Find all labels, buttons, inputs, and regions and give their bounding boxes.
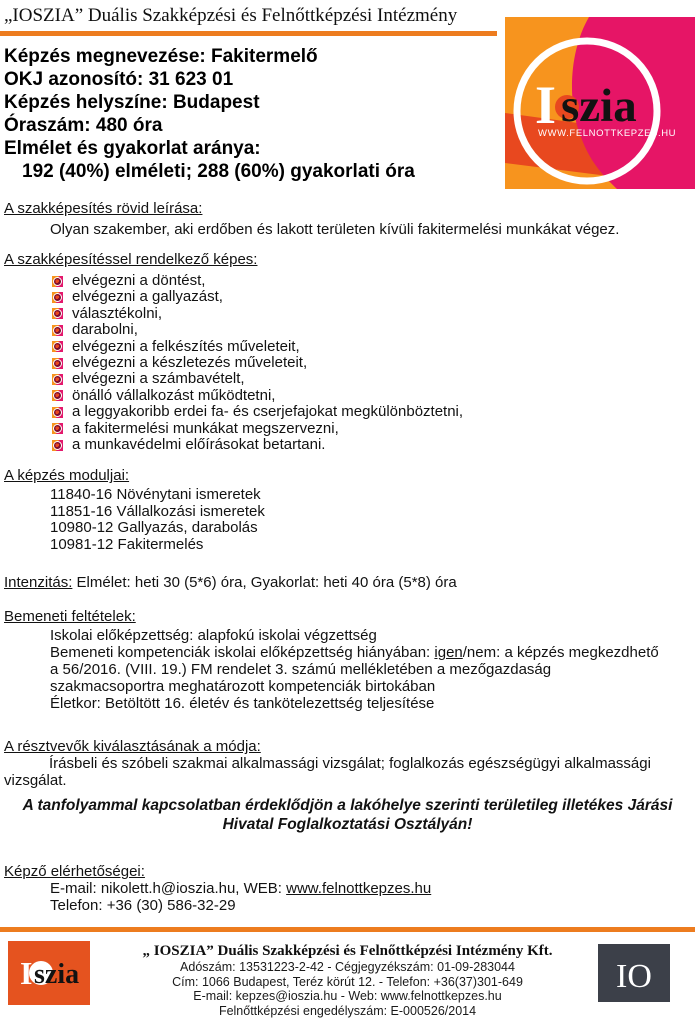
competency-text: önálló vállalkozást működtetni, [72, 386, 276, 404]
ioszia-bullet-icon [52, 374, 63, 385]
course-hours-detail: 192 (40%) elméleti; 288 (60%) gyakorlati óra [22, 161, 415, 182]
section-heading-short-description: A szakképesítés rövid leírása: [4, 200, 203, 217]
footer [0, 932, 695, 1024]
notice-line1: A tanfolyammal kapcsolatban érdeklődjön a lakóhelye szerinti területileg illetékes Járási [22, 797, 673, 815]
competency-list-item [52, 273, 695, 289]
contact-web-link[interactable]: www.felnottkepzes.hu [286, 880, 432, 898]
selection-text-line2: vizsgálat. [4, 772, 67, 790]
competency-list [0, 273, 695, 453]
entry-line2-yes: igen [434, 644, 463, 662]
footer-email-line: E-mail: kepzes@ioszia.hu - Web: www.felnottkepzes.hu [193, 989, 502, 1004]
course-info-line: Óraszám: 480 óra [4, 115, 163, 136]
competency-text: elvégezni a számbavételt, [72, 370, 245, 388]
entry-line2-post: /nem: a képzés megkezdhető [462, 644, 659, 662]
ioszia-bullet-icon [52, 407, 63, 418]
footer-io-letters: IO [616, 958, 652, 996]
footer-tax-line: Adószám: 13531223-2-42 - Cégjegyzékszám: 01-09-283044 [180, 960, 515, 975]
competency-text: elvégezni a készletezés műveleteit, [72, 353, 308, 371]
course-info-line: Képzés megnevezése: Fakitermelő [4, 46, 318, 67]
competency-list-item [52, 437, 695, 453]
section-heading-selection: A résztvevők kiválasztásának a módja: [4, 738, 261, 756]
competency-text: elvégezni a felkészítés műveleteit, [72, 337, 300, 355]
header-divider [0, 31, 497, 36]
ioszia-bullet-icon [52, 292, 63, 303]
module-list-item: 11840-16 Növénytani ismeretek [50, 486, 261, 504]
contact-email-line [50, 880, 695, 897]
competency-list-item [52, 322, 695, 338]
competency-list-item [52, 306, 695, 322]
entry-line-decree: a 56/2016. (VIII. 19.) FM rendelet 3. számú mellékletében a mezőgazdaság [50, 661, 552, 679]
competency-list-item [52, 339, 695, 355]
entry-line-competencies [50, 644, 695, 661]
module-list-item: 10981-12 Fakitermelés [50, 535, 204, 553]
competency-list-item [52, 388, 695, 404]
selection-text-line1: Írásbeli és szóbeli szakmai alkalmassági vizsgálat; foglalkozás egészségügyi alkalmassági [49, 755, 651, 773]
entry-line-age: Életkor: Betöltött 16. életév és tankötelezettség teljesítése [50, 695, 435, 713]
competency-list-item [52, 371, 695, 387]
course-info-line: OKJ azonosító: 31 623 01 [4, 69, 234, 90]
section-heading-modules: A képzés moduljai: [4, 467, 130, 485]
competency-text: elvégezni a gallyazást, [72, 288, 223, 306]
contact-email-text: E-mail: nikolett.h@ioszia.hu, WEB: [50, 880, 287, 898]
ioszia-bullet-icon [52, 276, 63, 287]
competency-text: elvégezni a döntést, [72, 272, 206, 289]
module-list-item: 11851-16 Vállalkozási ismeretek [50, 502, 265, 520]
competency-text: a munkavédelmi előírásokat betartani. [72, 435, 326, 453]
competency-text: választékolni, [72, 304, 163, 322]
ioszia-bullet-icon [52, 423, 63, 434]
contact-phone-line: Telefon: +36 (30) 586-32-29 [50, 897, 236, 915]
footer-company-block [0, 942, 695, 1018]
footer-logo-letter-i: I [20, 955, 33, 992]
module-list-item: 10980-12 Gallyazás, darabolás [50, 519, 258, 537]
course-info-line: Képzés helyszíne: Budapest [4, 92, 260, 113]
competency-text: a fakitermelési munkákat megszervezni, [72, 419, 339, 437]
ioszia-bullet-icon [52, 358, 63, 369]
ioszia-bullet-icon [52, 390, 63, 401]
competency-list-item [52, 355, 695, 371]
notice-line2: Hivatal Foglalkoztatási Osztályán! [222, 816, 473, 834]
ioszia-bullet-icon [52, 308, 63, 319]
institution-title: „IOSZIA” Duális Szakképzési és Felnőttképzési Intézmény [4, 5, 458, 26]
footer-logo-letters-szia: szia [34, 959, 80, 991]
entry-line-sector: szakmacsoportra meghatározott kompetenciák birtokában [50, 678, 436, 696]
module-list [0, 487, 695, 553]
course-info-line: Elmélet és gyakorlat aránya: [4, 138, 261, 159]
competency-text: darabolni, [72, 321, 138, 339]
entry-line2-pre: Bemeneti kompetenciák iskolai előképzettség hiányában: [50, 644, 435, 662]
section-heading-contact: Képző elérhetőségei: [4, 863, 145, 881]
ioszia-bullet-icon [52, 341, 63, 352]
competency-list-item [52, 289, 695, 305]
entry-line-schooling: Iskolai előképzettség: alapfokú iskolai végzettség [50, 627, 377, 645]
footer-ioszia-logo-graphic [8, 941, 90, 1005]
section-heading-entry-requirements: Bemeneti feltételek: [4, 608, 136, 626]
competency-list-item [52, 421, 695, 437]
footer-license-line: Felnőttképzési engedélyszám: E-000526/2014 [218, 1003, 477, 1018]
ioszia-bullet-icon [52, 325, 63, 336]
footer-company-name: „ IOSZIA” Duális Szakképzési és Felnőttképzési Intézmény Kft. [142, 943, 553, 960]
logo-website-text: WWW.FELNOTTKEPZES.HU [538, 128, 677, 139]
ioszia-logo-graphic [505, 17, 695, 189]
logo-letter-i: I [535, 75, 557, 135]
short-description-text: Olyan szakember, aki erdőben és lakott területen kívüli fakitermelési munkákat végez. [50, 221, 620, 238]
footer-ioszia-logo [8, 941, 90, 1010]
footer-io-logo [598, 944, 670, 1007]
footer-address-line: Cím: 1066 Budapest, Teréz körút 12. - Telefon: +36(37)301-649 [172, 974, 523, 989]
logo-letters-szia: szia [561, 80, 637, 132]
competency-text: a leggyakoribb erdei fa- és cserjefajokat megkülönböztetni, [72, 403, 464, 421]
entry-requirements [0, 627, 695, 712]
intensity-label: Intenzitás: [4, 574, 73, 592]
ioszia-logo [505, 17, 695, 189]
intensity-line [4, 574, 695, 591]
ioszia-bullet-icon [52, 440, 63, 451]
job-office-notice [0, 796, 695, 834]
competency-list-item [52, 404, 695, 420]
intensity-text: Elmélet: heti 30 (5*6) óra, Gyakorlat: heti 40 óra (5*8) óra [72, 574, 457, 592]
footer-io-logo-graphic [598, 944, 670, 1002]
section-heading-competencies: A szakképesítéssel rendelkező képes: [4, 251, 258, 268]
